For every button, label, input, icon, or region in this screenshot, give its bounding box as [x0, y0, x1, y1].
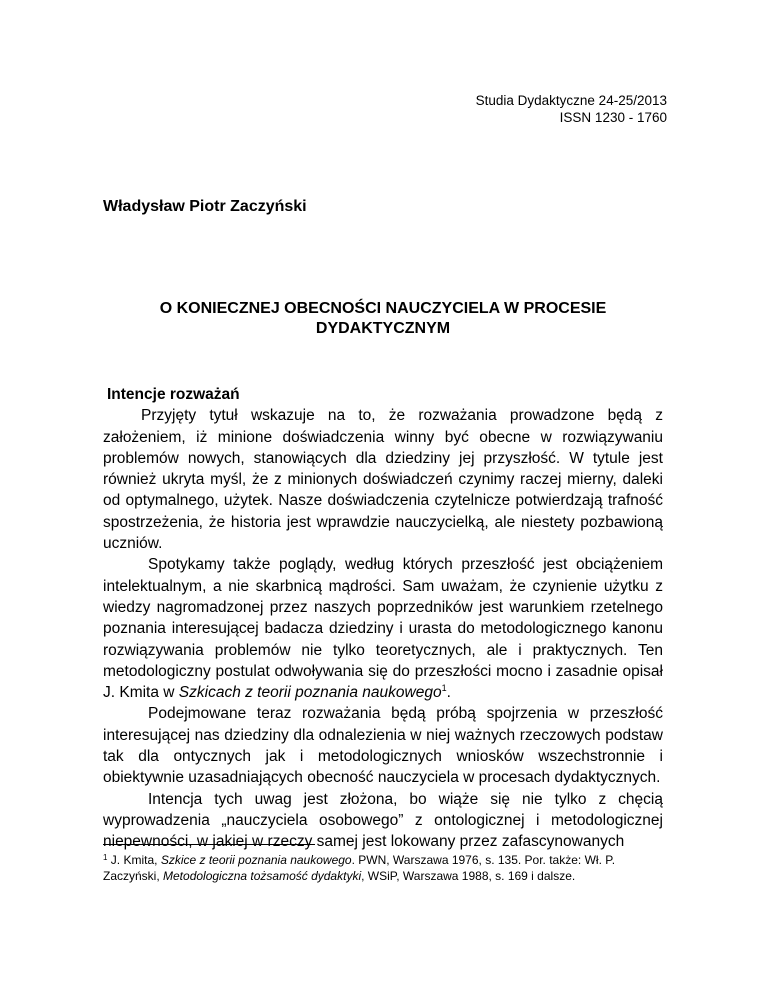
paragraph-2: [103, 554, 663, 703]
paragraph-4: Intencja tych uwag jest złożona, bo wiąże się nie tylko z chęcią wyprowadzenia „nauczyciela osobowego” z ontologicznej i metodologicznej niepewności, w jakiej w rzeczy samej jest lokowany przez zafascynowanych: [103, 790, 663, 851]
issn: ISSN 1230 - 1760: [559, 110, 667, 125]
footnote-publisher-2: , WSiP, Warszawa 1988, s. 169 i dalsze.: [361, 868, 576, 883]
journal-info: [476, 92, 667, 126]
section-heading: Intencje rozważań: [107, 386, 240, 403]
title-line-1: O KONIECZNEJ OBECNOŚCI NAUCZYCIELA W PROCESIE: [159, 300, 607, 317]
author-name: Władysław Piotr Zaczyński: [103, 198, 307, 215]
paragraph-2-text: Spotykamy także poglądy, według których przeszłość jest obciążeniem intelektualnym, a nie skarbnicą mądrości. Sam uważam, że czynienie użytku z wiedzy nagromadzonej przez naszych poprzedników jest warunkiem rzetelnego poznania interesującej badacza dziedziny i urasta do metodologicznego kanonu rozwiązywania problemów nie tylko teoretycznych, ale i praktycznych. Ten metodologiczny postulat odwoływania się do przeszłości mocno i zasadnie opisał J. Kmita w: [103, 556, 663, 702]
footnote-divider: [103, 844, 315, 845]
cited-work-title: Szkicach z teorii poznania naukowego: [178, 684, 442, 702]
article-body: [103, 384, 663, 853]
footnote: [103, 853, 663, 884]
footnote-publisher-1: . PWN, Warszawa 1976, s. 135. Por. także:: [351, 853, 582, 867]
journal-issue: Studia Dydaktyczne 24-25/2013: [475, 93, 667, 108]
paragraph-3: Podejmowane teraz rozważania będą próbą spojrzenia w przeszłość interesującej nas dziedziny dla odnalezienia w niej ważnych rzeczowych podstaw tak dla ontycznych jak i metodologicznych wniosków wszechstronnie i obiektywnie uzasadniających obecność nauczyciela w procesach dydaktycznych.: [103, 705, 663, 787]
footnote-work-1: Szkice z teorii poznania naukowego: [160, 853, 352, 867]
footnote-marker: 1: [103, 853, 108, 862]
article-title: [103, 299, 663, 339]
title-line-2: DYDAKTYCZNYM: [315, 320, 451, 337]
paragraph-2-end: .: [446, 684, 451, 702]
footnote-author-2: Wł. P. Zaczyński,: [103, 853, 616, 883]
footnote-reference[interactable]: 1: [441, 683, 447, 694]
paragraph-1: Przyjęty tytuł wskazuje na to, że rozważania prowadzone będą z założeniem, iż minione doświadczenia winny być obecne w rozwiązywaniu problemów nowych, stanowiących dla dziedziny jej przyszłość. W tytule jest również ukryta myśl, że z minionych doświadczeń czynimy raczej mierny, daleki od optymalnego, użytek. Nasze doświadczenia czytelnicze potwierdzają trafność spostrzeżenia, że historia jest wprawdzie nauczycielką, ale niestety pozbawioną uczniów.: [103, 407, 663, 553]
footnote-work-2: Metodologiczna tożsamość dydaktyki: [163, 868, 362, 883]
footnote-author-1: J. Kmita,: [110, 853, 161, 867]
